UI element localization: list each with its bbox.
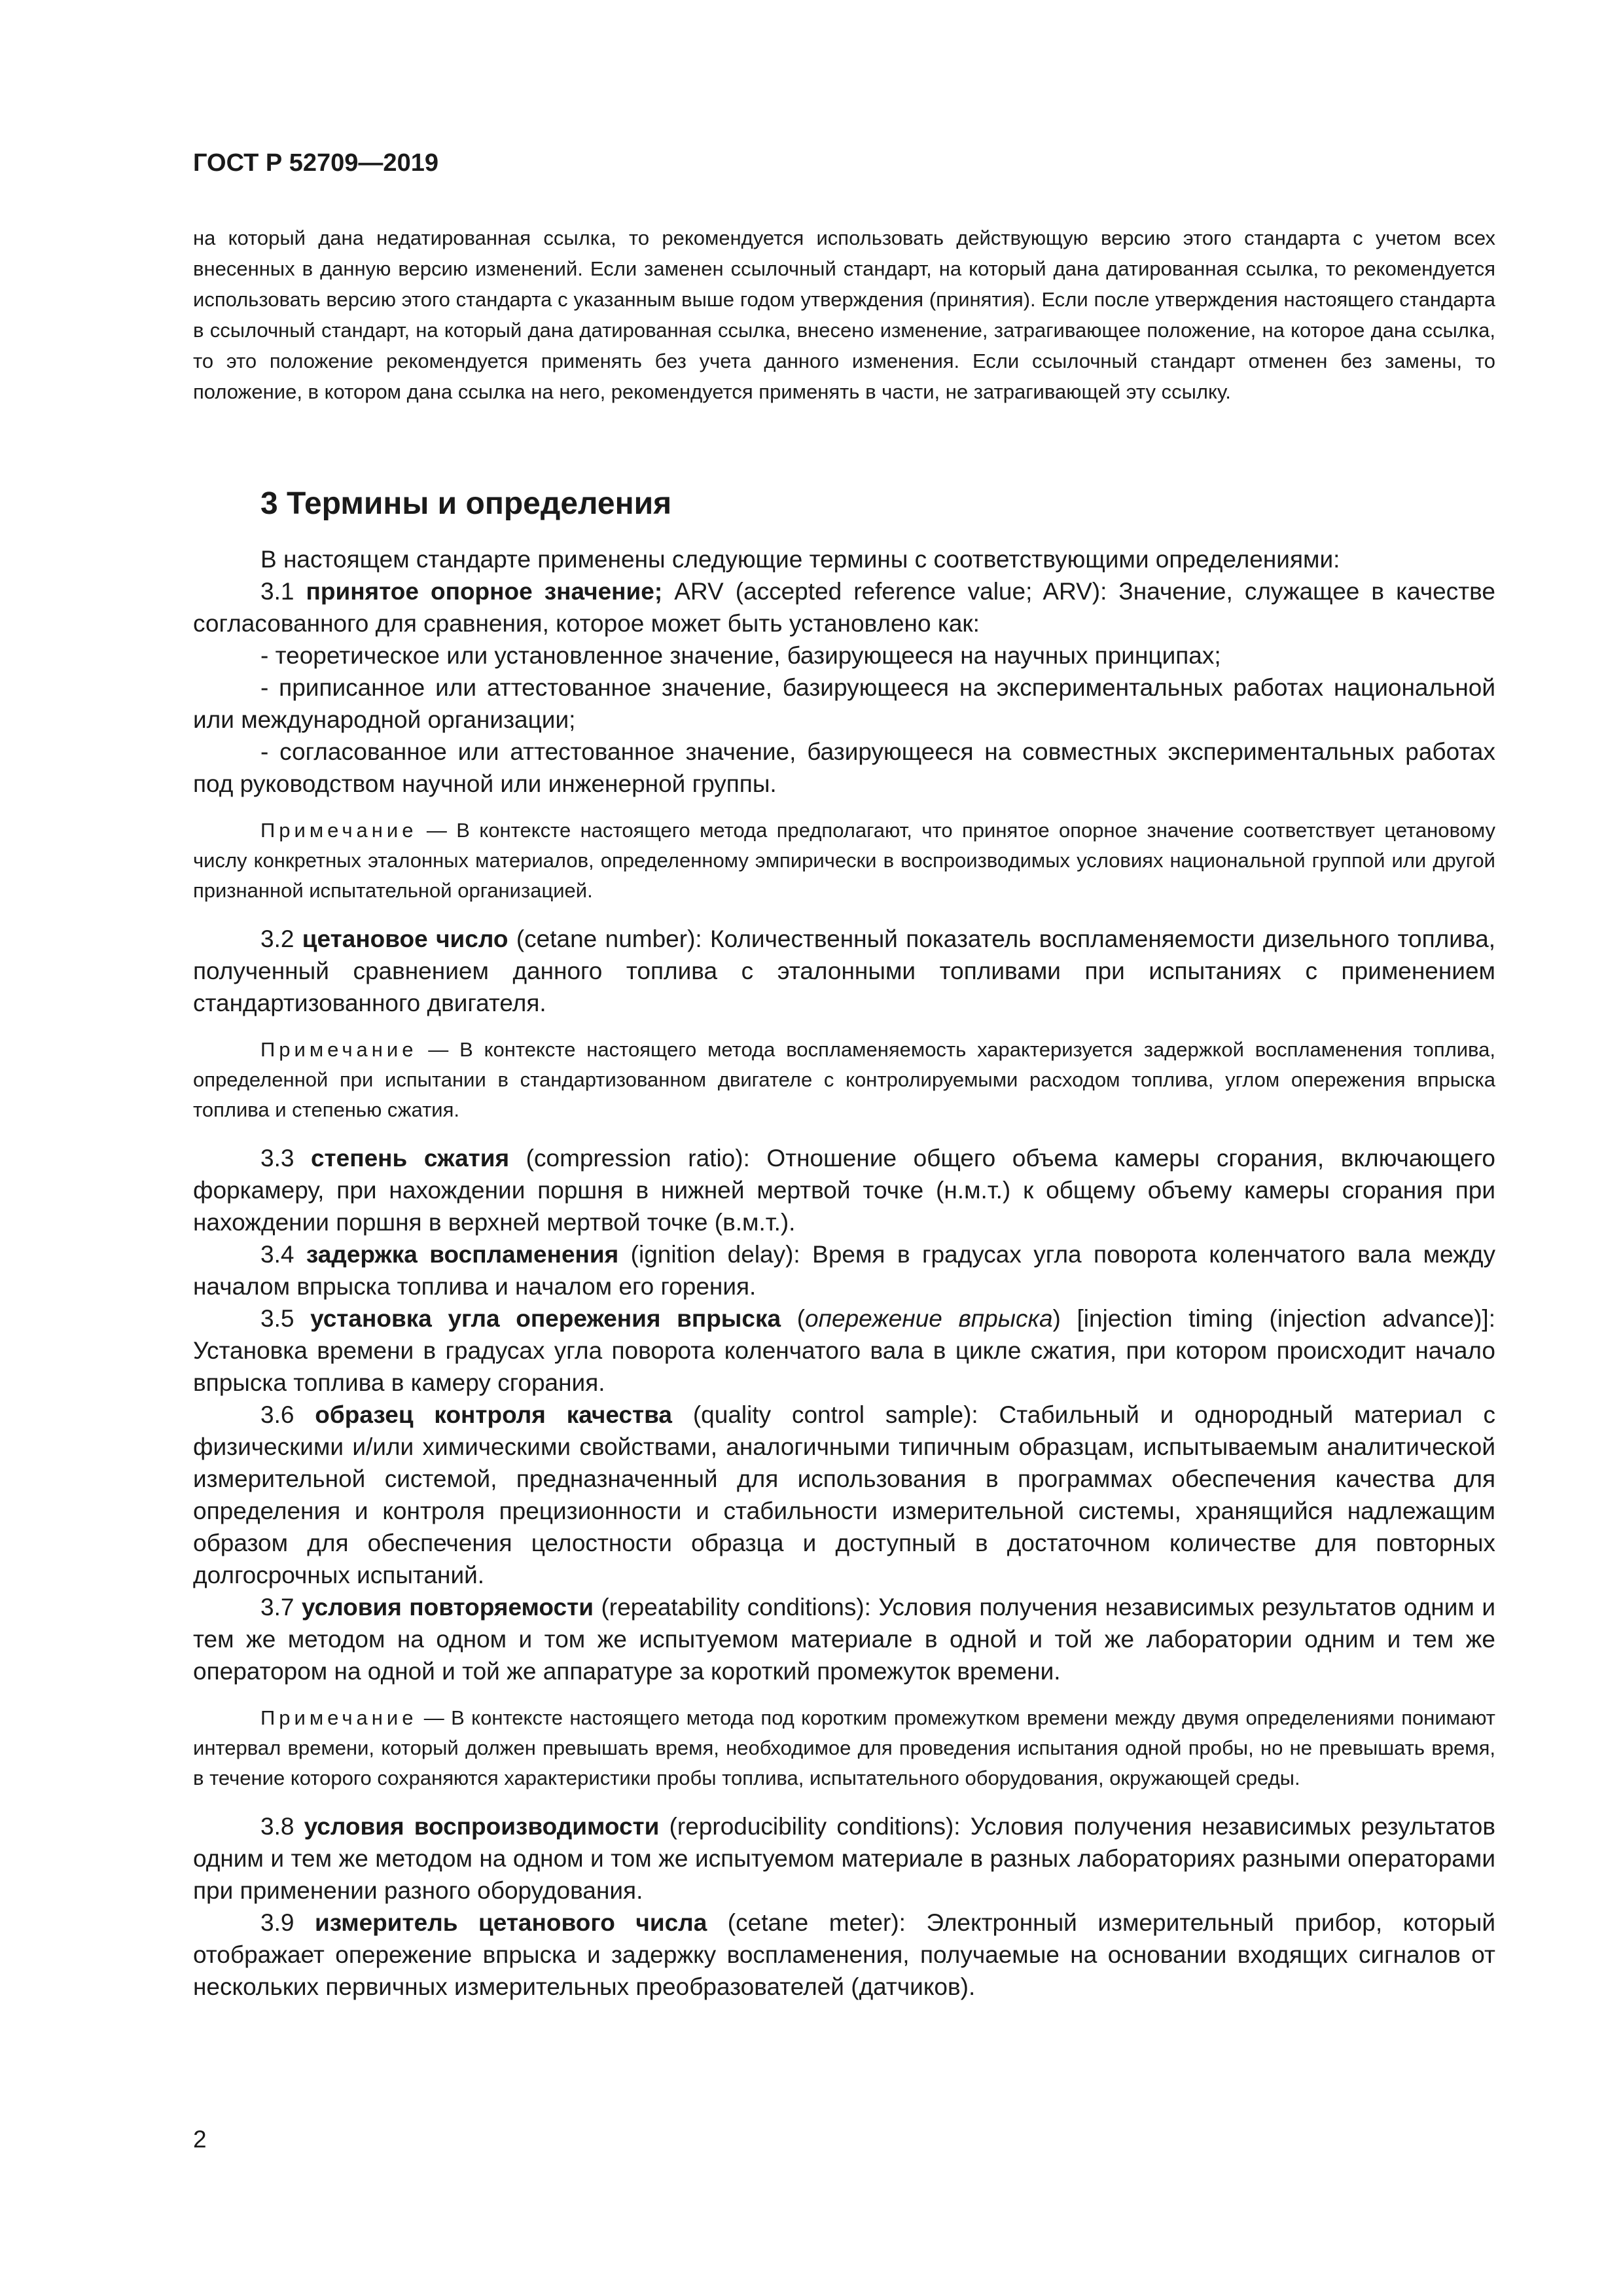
term-number: 3.3 <box>260 1145 311 1172</box>
note-label: Примечание <box>260 1038 418 1061</box>
intro-paragraph: на который дана недатированная ссылка, то рекомендуется использовать действующую версию этого стандарта с учетом всех внесенных в данную версию изменений. Если заменен ссылочный стандарт, на который дана датированная ссылка, то рекомендуется использовать версию этого стандарта с указанным выше годом утверждения (принятия). Если после утверждения настоящего стандарта в ссылочный стандарт, на который дана датированная ссылка, внесено изменение, затрагивающее положение, на которое дана ссылка, то это положение рекомендуется применять без учета данного изменения. Если ссылочный стандарт отменен без замены, то положение, в котором дана ссылка на него, рекомендуется применять в части, не затрагивающей эту ссылку. <box>193 226 1495 403</box>
term-3-9 <box>193 1907 1495 2003</box>
term-name: условия повторяемости <box>301 1594 594 1621</box>
note-3-1 <box>193 816 1495 906</box>
term-3-2 <box>193 923 1495 1019</box>
term-name: цетановое число <box>302 925 508 952</box>
note-label: Примечание <box>260 1706 418 1729</box>
term-number: 3.2 <box>260 925 302 952</box>
note-text: — В контексте настоящего метода под коротким промежутком времени между двумя определениями понимают интервал времени, который должен превышать время, необходимое для проведения испытания одной пробы, но не превышать время, в течение которого сохраняются характеристики пробы топлива, испытательного оборудования, окружающей среды. <box>193 1706 1495 1789</box>
document-header: ГОСТ Р 52709—2019 <box>193 149 438 177</box>
term-name: образец контроля качества <box>315 1401 673 1428</box>
term-name: условия воспроизводимости <box>304 1813 660 1840</box>
term-name: степень сжатия <box>310 1145 510 1172</box>
term-definition: (compression ratio): Отношение общего объема камеры сгорания, включающего форкамеру, при нахождении поршня в нижней мертвой точке (н.м.т.) к общему объему камеры сгорания при нахождении поршня в верхней мертвой точке (в.м.т.). <box>193 1145 1496 1236</box>
term-3-3 <box>193 1142 1495 1238</box>
term-definition: (repeatability conditions): Условия получения независимых результатов одним и тем же методом на одном и том же испытуемом материале в одной и той же лаборатории одним и тем же оператором на одной и той же аппаратуре за короткий промежуток времени. <box>193 1594 1496 1685</box>
term-3-4 <box>193 1238 1495 1302</box>
section-title: 3 Термины и определения <box>260 486 672 521</box>
term-name: установка угла опережения впрыска <box>310 1305 781 1332</box>
term-synonym: опережение впрыска <box>805 1305 1053 1332</box>
term-definition: (ignition delay): Время в градусах угла поворота коленчатого вала между началом впрыска топлива и началом его горения. <box>193 1241 1496 1300</box>
term-number: 3.6 <box>260 1401 315 1428</box>
term-3-6 <box>193 1399 1495 1591</box>
term-number: 3.5 <box>260 1305 311 1332</box>
note-text: — В контексте настоящего метода воспламеняемость характеризуется задержкой воспламенения топлива, определенной при испытании в стандартизованном двигателе с контролируемыми расходом топлива, углом опережения впрыска топлива и степенью сжатия. <box>193 1038 1495 1121</box>
term-definition: (cetane number): Количественный показатель воспламеняемости дизельного топлива, полученный сравнением данного топлива с эталонными топливами при испытаниях с применением стандартизованного двигателя. <box>193 925 1495 1016</box>
term-number: 3.7 <box>260 1594 302 1621</box>
term-name: измеритель цетанового числа <box>314 1909 707 1936</box>
term-number: 3.1 <box>260 578 306 605</box>
note-3-7 <box>193 1703 1495 1793</box>
term-definition: (reproducibility conditions): Условия получения независимых результатов одним и тем же методом на одном и том же испытуемом материале в разных лабораториях разными операторами при применении разного оборудования. <box>193 1813 1495 1904</box>
term-number: 3.8 <box>260 1813 304 1840</box>
term-definition: (quality control sample): Стабильный и однородный материал с физическими и/или химическими свойствами, аналогичными типичным образцам, испытываемым аналитической измерительной системой, предназначенный для использования в программах обеспечения качества для определения и контроля прецизионности и стабильности измерительной системы, хранящийся надлежащим образом для обеспечения целостности образца и доступный в достаточном количестве для повторных долгосрочных испытаний. <box>193 1401 1495 1588</box>
note-label: Примечание <box>260 819 418 842</box>
term-number: 3.4 <box>260 1241 306 1268</box>
term-3-5 <box>193 1302 1495 1399</box>
section-lead: В настоящем стандарте применены следующие термины с соответствующими определениями: <box>260 546 1340 573</box>
term-paren-open: ( <box>781 1305 806 1332</box>
term-name: принятое опорное значение; <box>306 578 663 605</box>
note-3-2 <box>193 1035 1495 1125</box>
page-number: 2 <box>193 2126 207 2153</box>
term-definition: (cetane meter): Электронный измерительный прибор, который отображает опережение впрыска и задержку воспламенения, получаемые на основании входящих сигналов от нескольких первичных измерительных преобразователей (датчиков). <box>193 1909 1495 2000</box>
term-3-8 <box>193 1810 1495 1907</box>
list-item: - приписанное или аттестованное значение, базирующееся на экспериментальных работах национальной или международной организации; <box>193 674 1495 733</box>
list-item: - теоретическое или установленное значение, базирующееся на научных принципах; <box>260 642 1221 669</box>
term-definition: ) [injection timing (injection advance)]: Установка времени в градусах угла поворота коленчатого вала в цикле сжатия, при котором происходит начало впрыска топлива в камеру сгорания. <box>193 1305 1495 1396</box>
note-text: — В контексте настоящего метода предполагают, что принятое опорное значение соответствует цетановому числу конкретных эталонных материалов, определенному эмпирически в воспроизводимых условиях национальной группой или другой признанной испытательной организацией. <box>193 819 1495 902</box>
term-definition: ARV (accepted reference value; ARV): Значение, служащее в качестве согласованного для сравнения, которое может быть установлено как: <box>193 578 1496 637</box>
term-name: задержка воспламенения <box>306 1241 619 1268</box>
list-item: - согласованное или аттестованное значение, базирующееся на совместных экспериментальных работах под руководством научной или инженерной группы. <box>193 738 1495 797</box>
terms-body <box>193 543 1495 2003</box>
term-number: 3.9 <box>260 1909 315 1936</box>
term-3-7 <box>193 1591 1495 1687</box>
term-3-1 <box>193 575 1495 639</box>
